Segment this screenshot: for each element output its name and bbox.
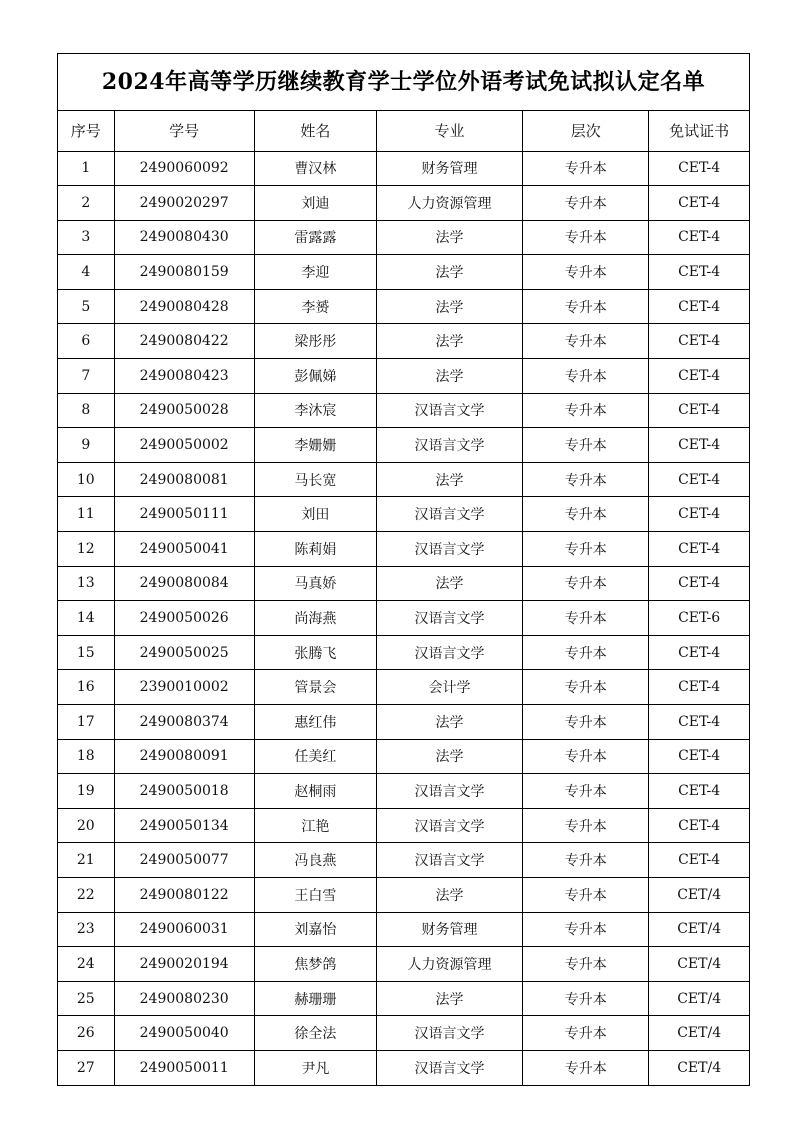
cell-major: 汉语言文学 <box>376 393 522 428</box>
cell-level: 专升本 <box>523 601 649 636</box>
cell-name: 赵桐雨 <box>254 774 376 809</box>
cell-major: 法学 <box>376 566 522 601</box>
cell-index: 2 <box>58 186 114 221</box>
cell-name: 焦梦鸽 <box>254 947 376 982</box>
cell-name: 尚海燕 <box>254 601 376 636</box>
document-title: 2024年高等学历继续教育学士学位外语考试免试拟认定名单 <box>58 54 749 111</box>
cell-index: 16 <box>58 670 114 705</box>
cell-major: 汉语言文学 <box>376 635 522 670</box>
cell-level: 专升本 <box>523 843 649 878</box>
cell-certificate: CET-4 <box>649 739 749 774</box>
cell-major: 财务管理 <box>376 912 522 947</box>
cell-name: 任美红 <box>254 739 376 774</box>
cell-certificate: CET-4 <box>649 462 749 497</box>
cell-name: 彭佩娣 <box>254 359 376 394</box>
cell-index: 4 <box>58 255 114 290</box>
cell-major: 汉语言文学 <box>376 601 522 636</box>
table-row <box>58 462 749 497</box>
cell-level: 专升本 <box>523 151 649 186</box>
header-certificate: 免试证书 <box>649 111 749 151</box>
cell-level: 专升本 <box>523 532 649 567</box>
header-name: 姓名 <box>254 111 376 151</box>
cell-student-id: 2490080422 <box>114 324 254 359</box>
cell-level: 专升本 <box>523 774 649 809</box>
cell-major: 会计学 <box>376 670 522 705</box>
cell-major: 汉语言文学 <box>376 428 522 463</box>
cell-level: 专升本 <box>523 1050 649 1085</box>
cell-name: 李姗姗 <box>254 428 376 463</box>
cell-major: 法学 <box>376 739 522 774</box>
cell-index: 25 <box>58 981 114 1016</box>
cell-index: 22 <box>58 877 114 912</box>
cell-student-id: 2490080084 <box>114 566 254 601</box>
table-row <box>58 670 749 705</box>
cell-index: 24 <box>58 947 114 982</box>
cell-name: 惠红伟 <box>254 705 376 740</box>
cell-student-id: 2490050111 <box>114 497 254 532</box>
cell-major: 汉语言文学 <box>376 1016 522 1051</box>
table-body <box>58 151 749 1085</box>
table-row <box>58 947 749 982</box>
cell-name: 王白雪 <box>254 877 376 912</box>
cell-student-id: 2490060092 <box>114 151 254 186</box>
cell-certificate: CET-4 <box>649 393 749 428</box>
table-row <box>58 220 749 255</box>
cell-index: 8 <box>58 393 114 428</box>
cell-student-id: 2490060031 <box>114 912 254 947</box>
cell-index: 21 <box>58 843 114 878</box>
cell-index: 10 <box>58 462 114 497</box>
cell-level: 专升本 <box>523 566 649 601</box>
table-row <box>58 255 749 290</box>
cell-index: 19 <box>58 774 114 809</box>
cell-index: 12 <box>58 532 114 567</box>
cell-name: 赫珊珊 <box>254 981 376 1016</box>
cell-index: 20 <box>58 808 114 843</box>
cell-index: 5 <box>58 289 114 324</box>
cell-certificate: CET-4 <box>649 774 749 809</box>
cell-level: 专升本 <box>523 462 649 497</box>
cell-name: 张腾飞 <box>254 635 376 670</box>
table-row <box>58 289 749 324</box>
cell-major: 汉语言文学 <box>376 843 522 878</box>
cell-index: 3 <box>58 220 114 255</box>
cell-major: 法学 <box>376 981 522 1016</box>
cell-name: 尹凡 <box>254 1050 376 1085</box>
cell-certificate: CET-4 <box>649 255 749 290</box>
cell-major: 法学 <box>376 255 522 290</box>
cell-major: 法学 <box>376 705 522 740</box>
table-row <box>58 497 749 532</box>
table-row <box>58 393 749 428</box>
cell-name: 刘嘉怡 <box>254 912 376 947</box>
table-row <box>58 566 749 601</box>
cell-student-id: 2490050011 <box>114 1050 254 1085</box>
cell-student-id: 2490050041 <box>114 532 254 567</box>
table-row <box>58 359 749 394</box>
cell-level: 专升本 <box>523 912 649 947</box>
cell-certificate: CET/4 <box>649 1050 749 1085</box>
cell-certificate: CET-4 <box>649 324 749 359</box>
cell-certificate: CET-4 <box>649 705 749 740</box>
cell-name: 马真娇 <box>254 566 376 601</box>
cell-level: 专升本 <box>523 670 649 705</box>
table-row <box>58 1050 749 1085</box>
table-row <box>58 981 749 1016</box>
cell-level: 专升本 <box>523 289 649 324</box>
table-row <box>58 774 749 809</box>
cell-certificate: CET-4 <box>649 635 749 670</box>
cell-level: 专升本 <box>523 428 649 463</box>
cell-certificate: CET/4 <box>649 877 749 912</box>
cell-level: 专升本 <box>523 705 649 740</box>
table-row <box>58 877 749 912</box>
table-row <box>58 912 749 947</box>
cell-level: 专升本 <box>523 981 649 1016</box>
roster-table <box>58 111 749 1085</box>
cell-major: 法学 <box>376 289 522 324</box>
table-row <box>58 532 749 567</box>
cell-student-id: 2490050040 <box>114 1016 254 1051</box>
cell-certificate: CET-4 <box>649 808 749 843</box>
cell-certificate: CET/4 <box>649 912 749 947</box>
cell-certificate: CET-4 <box>649 220 749 255</box>
cell-student-id: 2490080159 <box>114 255 254 290</box>
table-row <box>58 151 749 186</box>
cell-index: 23 <box>58 912 114 947</box>
cell-name: 李沐宸 <box>254 393 376 428</box>
cell-major: 法学 <box>376 877 522 912</box>
cell-level: 专升本 <box>523 947 649 982</box>
cell-name: 陈莉娟 <box>254 532 376 567</box>
cell-level: 专升本 <box>523 497 649 532</box>
header-level: 层次 <box>523 111 649 151</box>
table-row <box>58 705 749 740</box>
cell-student-id: 2490080423 <box>114 359 254 394</box>
cell-index: 6 <box>58 324 114 359</box>
cell-level: 专升本 <box>523 324 649 359</box>
table-row <box>58 843 749 878</box>
cell-student-id: 2490080428 <box>114 289 254 324</box>
cell-certificate: CET-4 <box>649 359 749 394</box>
cell-student-id: 2490050028 <box>114 393 254 428</box>
cell-major: 汉语言文学 <box>376 774 522 809</box>
table-row <box>58 635 749 670</box>
cell-student-id: 2490050018 <box>114 774 254 809</box>
table-header-row <box>58 111 749 151</box>
cell-name: 马长宽 <box>254 462 376 497</box>
cell-student-id: 2490080122 <box>114 877 254 912</box>
cell-student-id: 2490020297 <box>114 186 254 221</box>
cell-level: 专升本 <box>523 635 649 670</box>
cell-name: 曹汉林 <box>254 151 376 186</box>
cell-index: 9 <box>58 428 114 463</box>
cell-certificate: CET-4 <box>649 670 749 705</box>
cell-index: 7 <box>58 359 114 394</box>
cell-name: 江艳 <box>254 808 376 843</box>
cell-level: 专升本 <box>523 220 649 255</box>
cell-student-id: 2490080374 <box>114 705 254 740</box>
cell-name: 徐全法 <box>254 1016 376 1051</box>
cell-index: 13 <box>58 566 114 601</box>
cell-certificate: CET-4 <box>649 151 749 186</box>
cell-certificate: CET-4 <box>649 843 749 878</box>
table-row <box>58 186 749 221</box>
cell-name: 梁彤彤 <box>254 324 376 359</box>
cell-index: 18 <box>58 739 114 774</box>
table-row <box>58 1016 749 1051</box>
cell-student-id: 2490050134 <box>114 808 254 843</box>
cell-name: 李赟 <box>254 289 376 324</box>
header-index: 序号 <box>58 111 114 151</box>
cell-level: 专升本 <box>523 186 649 221</box>
cell-index: 14 <box>58 601 114 636</box>
cell-index: 26 <box>58 1016 114 1051</box>
cell-major: 法学 <box>376 324 522 359</box>
cell-certificate: CET/4 <box>649 947 749 982</box>
cell-index: 17 <box>58 705 114 740</box>
cell-certificate: CET-4 <box>649 532 749 567</box>
cell-name: 冯良燕 <box>254 843 376 878</box>
header-student-id: 学号 <box>114 111 254 151</box>
cell-major: 人力资源管理 <box>376 186 522 221</box>
cell-student-id: 2390010002 <box>114 670 254 705</box>
cell-student-id: 2490050002 <box>114 428 254 463</box>
cell-index: 27 <box>58 1050 114 1085</box>
cell-student-id: 2490080081 <box>114 462 254 497</box>
cell-index: 15 <box>58 635 114 670</box>
cell-index: 11 <box>58 497 114 532</box>
cell-student-id: 2490050025 <box>114 635 254 670</box>
cell-major: 法学 <box>376 462 522 497</box>
cell-certificate: CET-4 <box>649 497 749 532</box>
cell-certificate: CET-4 <box>649 289 749 324</box>
cell-major: 人力资源管理 <box>376 947 522 982</box>
cell-level: 专升本 <box>523 393 649 428</box>
cell-major: 法学 <box>376 220 522 255</box>
cell-level: 专升本 <box>523 255 649 290</box>
cell-level: 专升本 <box>523 739 649 774</box>
cell-level: 专升本 <box>523 1016 649 1051</box>
document-table-container <box>57 53 750 1086</box>
cell-student-id: 2490080430 <box>114 220 254 255</box>
cell-level: 专升本 <box>523 808 649 843</box>
cell-student-id: 2490080091 <box>114 739 254 774</box>
cell-major: 法学 <box>376 359 522 394</box>
cell-name: 刘田 <box>254 497 376 532</box>
cell-student-id: 2490080230 <box>114 981 254 1016</box>
cell-student-id: 2490020194 <box>114 947 254 982</box>
cell-level: 专升本 <box>523 877 649 912</box>
cell-certificate: CET-4 <box>649 566 749 601</box>
cell-certificate: CET-6 <box>649 601 749 636</box>
header-major: 专业 <box>376 111 522 151</box>
cell-student-id: 2490050026 <box>114 601 254 636</box>
cell-major: 汉语言文学 <box>376 532 522 567</box>
cell-major: 汉语言文学 <box>376 497 522 532</box>
cell-name: 刘迪 <box>254 186 376 221</box>
cell-name: 管景会 <box>254 670 376 705</box>
cell-certificate: CET/4 <box>649 981 749 1016</box>
cell-certificate: CET-4 <box>649 186 749 221</box>
cell-name: 李迎 <box>254 255 376 290</box>
cell-major: 汉语言文学 <box>376 1050 522 1085</box>
cell-student-id: 2490050077 <box>114 843 254 878</box>
table-row <box>58 601 749 636</box>
table-row <box>58 739 749 774</box>
table-row <box>58 324 749 359</box>
cell-major: 财务管理 <box>376 151 522 186</box>
cell-level: 专升本 <box>523 359 649 394</box>
table-row <box>58 428 749 463</box>
cell-index: 1 <box>58 151 114 186</box>
cell-certificate: CET/4 <box>649 1016 749 1051</box>
cell-certificate: CET-4 <box>649 428 749 463</box>
table-row <box>58 808 749 843</box>
cell-name: 雷露露 <box>254 220 376 255</box>
cell-major: 汉语言文学 <box>376 808 522 843</box>
